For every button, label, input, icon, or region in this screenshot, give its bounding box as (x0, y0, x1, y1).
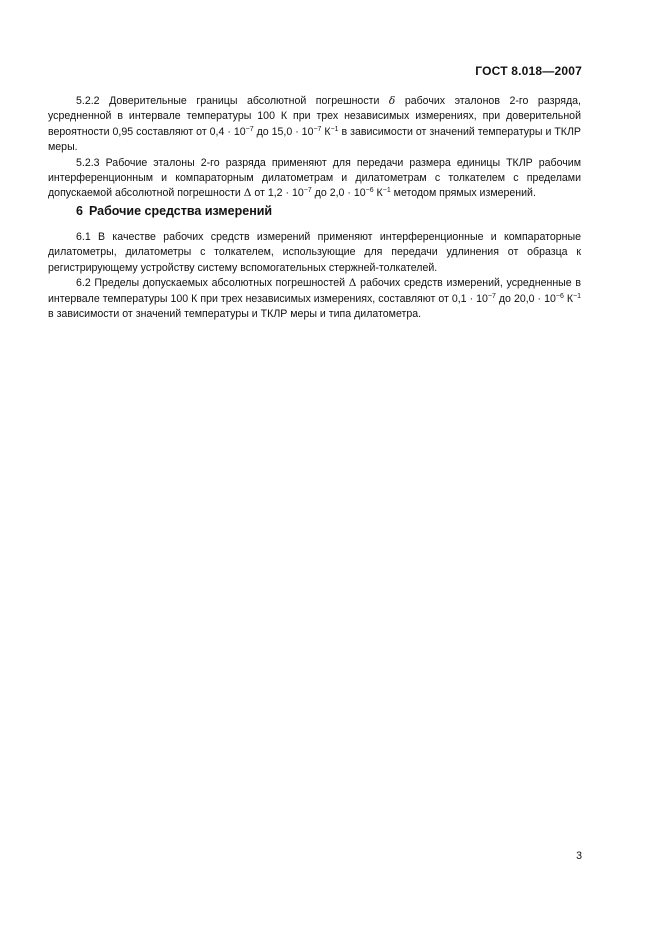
section-number: 6 (76, 204, 83, 218)
text-run: до 15,0 · 10 (253, 125, 314, 138)
text-run: от 1,2 · 10 (251, 187, 304, 200)
exponent: −6 (365, 187, 374, 195)
text-run: К (321, 125, 331, 138)
text-run: в зависимости от значений температуры и ТКЛР меры и типа дилатометра. (48, 308, 422, 321)
text-run: К (373, 187, 383, 200)
text-run: методом прямых измерений. (390, 187, 536, 200)
text-run: К (563, 292, 574, 305)
text-run: 6.1 В качестве рабочих средств измерений применяют интерференционные и компараторные дилатометры, дилатометры с толкателем, использующие для передачи удлинения от образца к регистрирующему устройству систему вспомогательных стержней-толкателей. (48, 231, 581, 274)
section-6-text (48, 230, 581, 322)
text-run: рабочих эталонов 2-го разряда, усредненной в интервале температуры 100 К при трех независимых измерениях, при доверительной вероятности 0,95 составляют от 0,4 · 10 (48, 95, 581, 138)
page-number: 3 (576, 850, 582, 862)
exponent: −1 (330, 125, 339, 133)
exponent: −6 (555, 292, 564, 300)
paragraph-5-2-3 (48, 156, 581, 202)
paragraph-5-2-2 (48, 94, 581, 156)
text-run: 6.2 Пределы допускаемых абсолютных погрешностей (76, 277, 349, 290)
text-run: до 20,0 · 10 (495, 292, 556, 305)
text-run: в зависимости от значений температуры и ТКЛР меры. (48, 125, 581, 154)
section-title: Рабочие средства измерений (88, 204, 273, 218)
section-6-heading (76, 204, 272, 218)
exponent: −7 (245, 125, 254, 133)
symbol-delta: Δ (348, 277, 357, 290)
exponent: −7 (303, 187, 312, 195)
document-id: ГОСТ 8.018—2007 (475, 64, 582, 78)
text-run: до 2,0 · 10 (311, 187, 366, 200)
symbol-delta: Δ (243, 187, 252, 200)
exponent: −7 (487, 292, 496, 300)
text-run: 5.2.2 Доверительные границы абсолютной погрешности (76, 95, 389, 107)
section-5-2-text (48, 94, 581, 202)
symbol-delta-small: δ (388, 95, 396, 107)
text-run: 5.2.3 Рабочие эталоны 2-го разряда применяют для передачи размера единицы ТКЛР рабочим интерференционным и компараторным дилатометрам и дилатометрам с толкателем с пределами допускаемой абсолютной погрешности (48, 156, 581, 200)
text-run: рабочих средств измерений, усредненные в интервале температуры 100 К при трех независимых измерениях, составляют от 0,1 · 10 (48, 277, 581, 305)
exponent: −1 (573, 292, 582, 300)
exponent: −1 (382, 187, 391, 195)
paragraph-6-2 (48, 276, 581, 322)
paragraph-6-1 (48, 230, 581, 276)
exponent: −7 (313, 125, 322, 133)
